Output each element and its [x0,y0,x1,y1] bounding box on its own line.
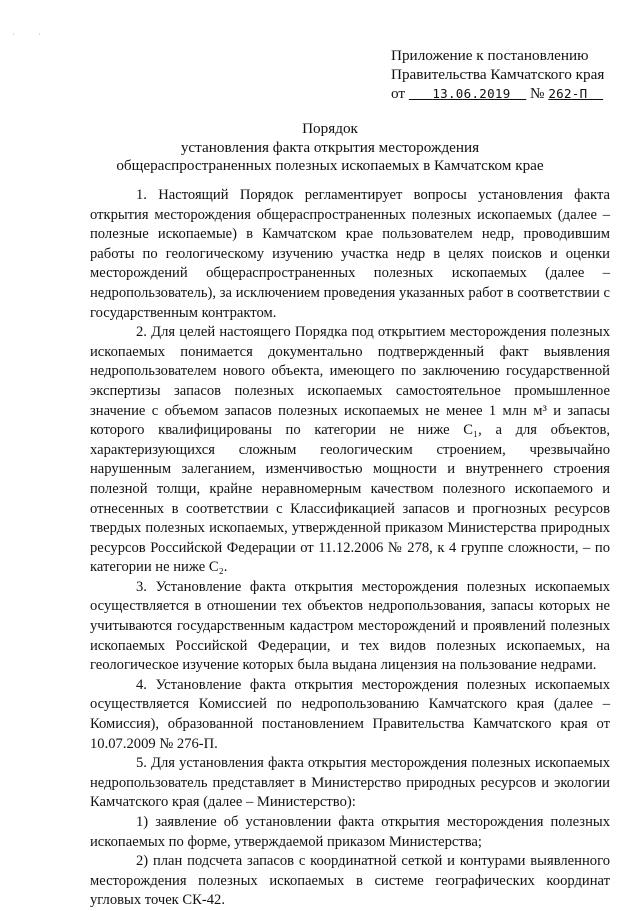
paragraph-1: 1. Настоящий Порядок регламентирует вопросы установления факта открытия месторождения общераспространенных полезных ископаемых (далее – полезные ископаемые) в Камчатском крае пользователем недр, проводившим работы по геологическому изучению участка недр в целях поисков и оценки месторождений общераспространенных полезных ископаемых (далее – недропользователь), за исключением проведения указанных работ в соответствии с государственным контрактом. [90,187,610,321]
number-prefix: № [530,85,545,102]
scan-mark: · [38,30,41,39]
paragraph-4: 4. Установление факта открытия месторождения полезных ископаемых осуществляется Комиссией по недропользованию Камчатского края (далее – Комиссия), образованной постановлением Правительства Камчатского края от 10.07.2009 № 276-П. [90,676,610,752]
paragraph-3: 3. Установление факта открытия месторождения полезных ископаемых осуществляется в отношении тех объектов недропользования, запасы которых не учитываются государственным кадастром месторождений и проявлений полезных ископаемых Российской Федерации, и тех видов полезных ископаемых, на геологическое изучение которых была выдана лицензия на пользование недрами. [90,578,610,674]
title-line-3: общераспространенных полезных ископаемых в Камчатском крае [116,157,544,174]
appendix-line-2: Правительства Камчатского края [391,66,605,83]
document-title [60,120,600,176]
title-line-2: установления факта открытия месторождения [180,138,480,156]
appendix-line-1: Приложение к постановлению [391,47,589,64]
paragraph-5-item-2: 2) план подсчета запасов с координатной сеткой и контурами выявленного месторождения полезных ископаемых в системе географических координат угловых точек СК-42. [90,853,610,909]
title-line-1: Порядок [302,120,358,137]
date-prefix: от [391,85,406,102]
resolution-number: 262-П [548,86,588,101]
scan-mark: · [12,30,15,39]
paragraph-5-item-1: 1) заявление об установлении факта открытия месторождения полезных ископаемых по форме, утверждаемой приказом Министерства; [90,814,610,850]
paragraph-5: 5. Для установления факта открытия месторождения полезных ископаемых недропользователь представляет в Министерство природных ресурсов и экологии Камчатского края (далее – Министерство): [90,755,610,811]
appendix-header [391,46,631,103]
document-body [90,186,610,911]
paragraph-2: 2. Для целей настоящего Порядка под открытием месторождения полезных ископаемых понимается документально подтвержденный факт выявления недропользователем нового объекта, имеющего по заключению государственной экспертизы запасов полезных ископаемых самостоятельное промышленное значение с объемом запасов полезных ископаемых не менее 1 млн м³ и запасы которого квалифицированы по категории не ниже С₁, а для объектов, характеризующихся сложным геологическим строением, чрезвычайно нарушенным залеганием, изменчивостью мощности и внутреннего строения полезной толщи, крайне неравномерным качеством полезного ископаемого и отнесенных в соответствии с Классификацией запасов и прогнозных ресурсов твердых полезных ископаемых, утвержденной приказом Министерства природных ресурсов Российской Федерации от 11.12.2006 № 278, к 4 группе сложности, – по категории не ниже С₂. [90,324,610,576]
resolution-date: 13.06.2019 [432,86,511,101]
appendix-date-line [391,84,631,103]
